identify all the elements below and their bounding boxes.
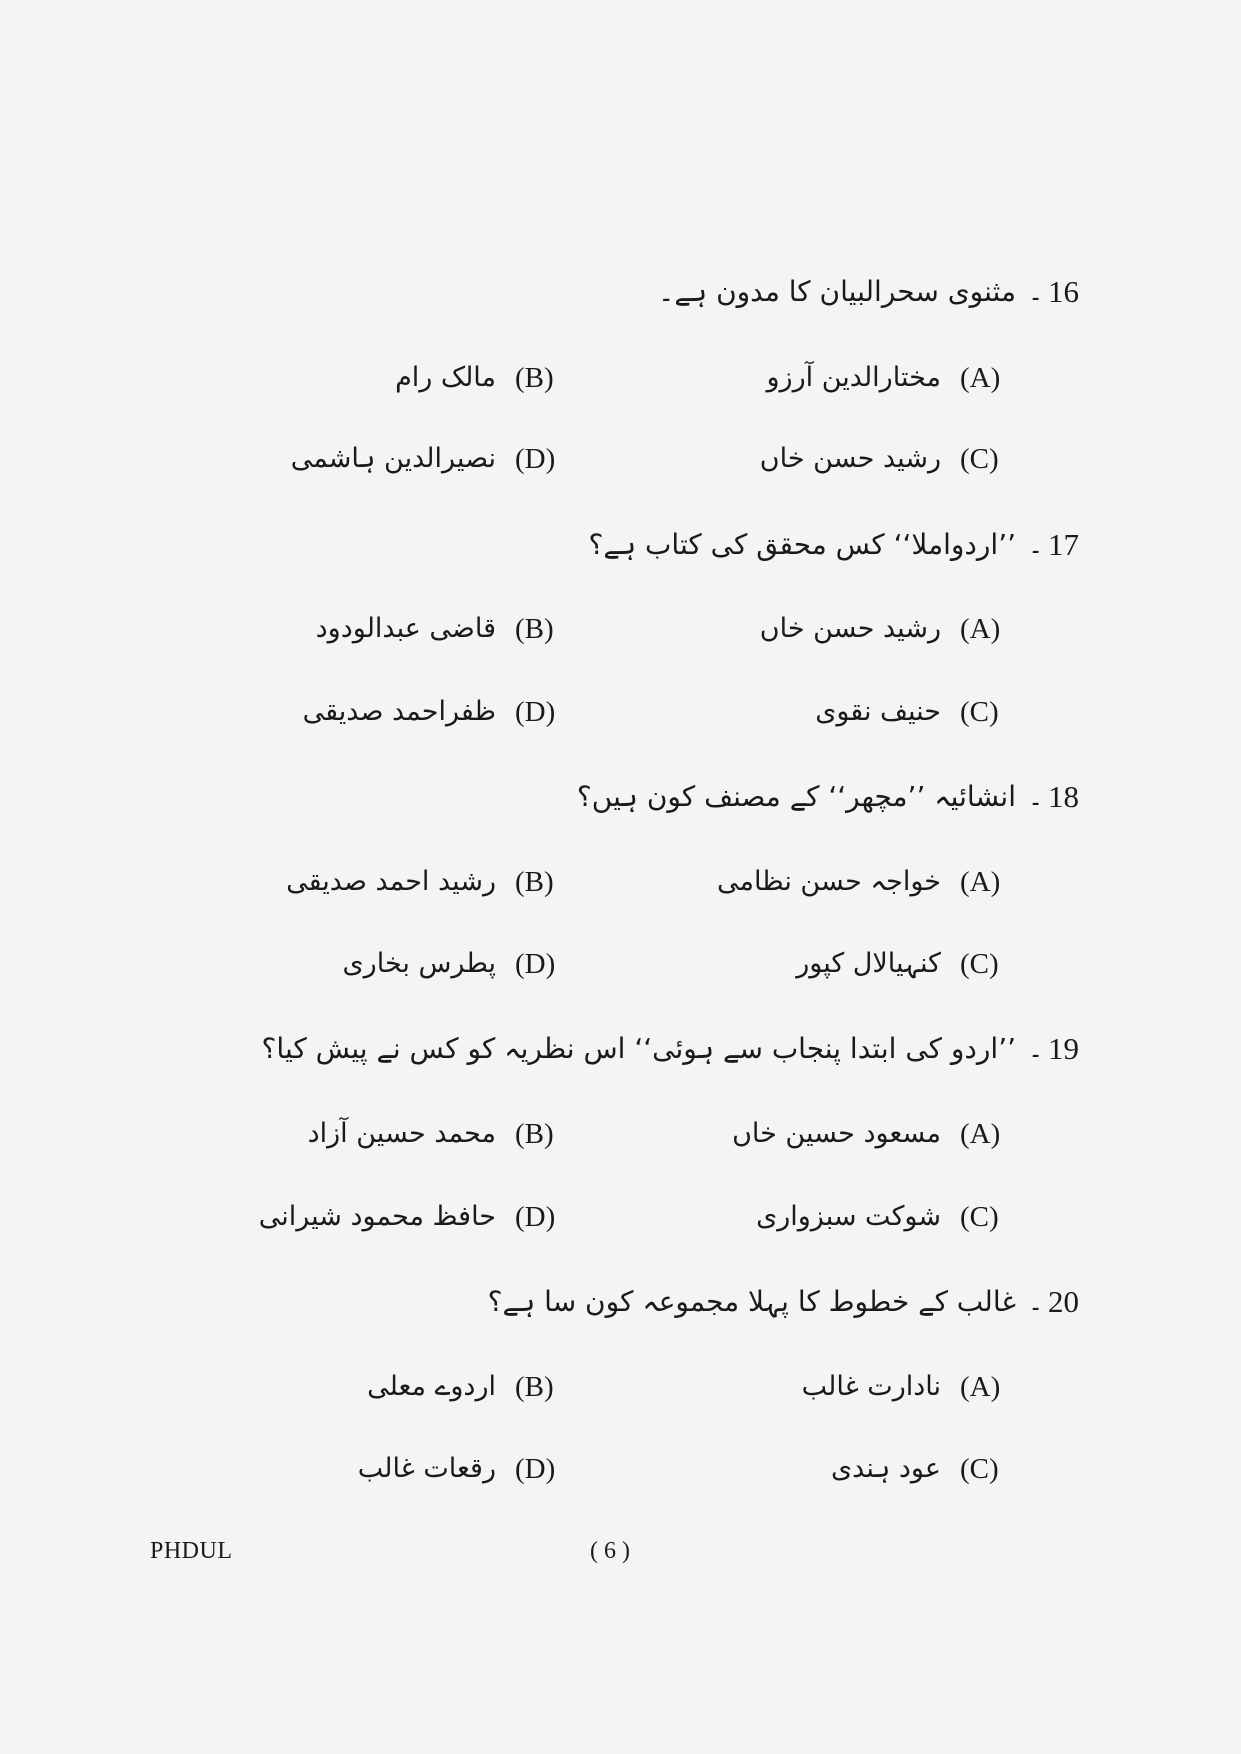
option-b <box>0 1365 1241 1415</box>
question-17 <box>0 523 1241 583</box>
question-text: غالب کے خطوط کا پہلا مجموعہ کون سا ہے؟ <box>487 1285 1016 1318</box>
question-dash: ۔ <box>1028 277 1044 307</box>
option-text: اردوے معلی <box>367 1371 496 1402</box>
option-b <box>0 607 1241 657</box>
option-text: رشید احمد صدیقی <box>286 866 496 897</box>
option-letter: (A) <box>960 1371 1001 1403</box>
question-number: 19 <box>1048 1031 1079 1066</box>
option-text: شوکت سبزواری <box>756 1201 941 1232</box>
option-d <box>0 1195 1241 1245</box>
option-letter: (A) <box>960 1118 1001 1150</box>
option-letter: (B) <box>515 1118 554 1150</box>
option-letter: (D) <box>515 948 556 980</box>
option-d <box>0 942 1241 992</box>
option-text: خواجہ حسن نظامی <box>716 866 941 897</box>
option-text: مالک رام <box>395 362 496 393</box>
option-text: مختارالدین آرزو <box>766 362 941 393</box>
question-text: مثنوی سحرالبیان کا مدون ہے۔ <box>657 275 1016 308</box>
question-dash: ۔ <box>1028 1034 1044 1064</box>
question-number: 20 <box>1048 1284 1079 1319</box>
question-20 <box>0 1280 1241 1340</box>
option-letter: (D) <box>515 696 556 728</box>
question-number: 18 <box>1048 779 1079 814</box>
question-18 <box>0 775 1241 835</box>
option-letter: (C) <box>960 696 999 728</box>
option-text: پطرس بخاری <box>342 948 496 979</box>
option-letter: (A) <box>960 613 1001 645</box>
option-d <box>0 437 1241 487</box>
option-b <box>0 356 1241 406</box>
question-text: ’’اردواملا‘‘ کس محقق کی کتاب ہے؟ <box>588 528 1016 561</box>
option-text: رقعات غالب <box>357 1453 496 1484</box>
question-16 <box>0 270 1241 330</box>
question-number: 16 <box>1048 274 1079 309</box>
option-text: حافظ محمود شیرانی <box>258 1201 496 1232</box>
question-dash: ۔ <box>1028 782 1044 812</box>
option-text: رشید حسن خاں <box>759 443 941 474</box>
option-letter: (B) <box>515 1371 554 1403</box>
question-number: 17 <box>1048 527 1079 562</box>
option-letter: (C) <box>960 443 999 475</box>
option-text: ظفراحمد صدیقی <box>302 696 496 727</box>
question-text: انشائیہ ’’مچھر‘‘ کے مصنف کون ہیں؟ <box>576 780 1016 813</box>
option-d <box>0 1447 1241 1497</box>
option-letter: (B) <box>515 613 554 645</box>
question-dash: ۔ <box>1028 1287 1044 1317</box>
option-text: نصیرالدین ہاشمی <box>290 443 496 474</box>
option-text: حنیف نقوی <box>815 696 941 727</box>
option-letter: (C) <box>960 1453 999 1485</box>
page-number: ( 6 ) <box>590 1538 630 1564</box>
option-letter: (B) <box>515 866 554 898</box>
option-letter: (C) <box>960 1201 999 1233</box>
question-19 <box>0 1027 1241 1087</box>
option-text: قاضی عبدالودود <box>315 613 496 644</box>
option-text: رشید حسن خاں <box>759 613 941 644</box>
question-dash: ۔ <box>1028 530 1044 560</box>
option-b <box>0 860 1241 910</box>
option-text: نادارت غالب <box>801 1371 941 1402</box>
option-letter: (A) <box>960 866 1001 898</box>
option-text: مسعود حسین خاں <box>732 1118 941 1149</box>
option-text: عود ہندی <box>831 1453 941 1484</box>
option-letter: (A) <box>960 362 1001 394</box>
option-text: کنہیالال کپور <box>796 948 941 979</box>
option-b <box>0 1112 1241 1162</box>
paper-code: PHDUL <box>150 1538 233 1564</box>
option-text: محمد حسین آزاد <box>307 1118 496 1149</box>
option-letter: (B) <box>515 362 554 394</box>
option-letter: (C) <box>960 948 999 980</box>
option-letter: (D) <box>515 1201 556 1233</box>
option-d <box>0 690 1241 740</box>
option-letter: (D) <box>515 1453 556 1485</box>
question-text: ’’اردو کی ابتدا پنجاب سے ہوئی‘‘ اس نظریہ کو کس نے پیش کیا؟ <box>261 1032 1016 1065</box>
option-letter: (D) <box>515 443 556 475</box>
